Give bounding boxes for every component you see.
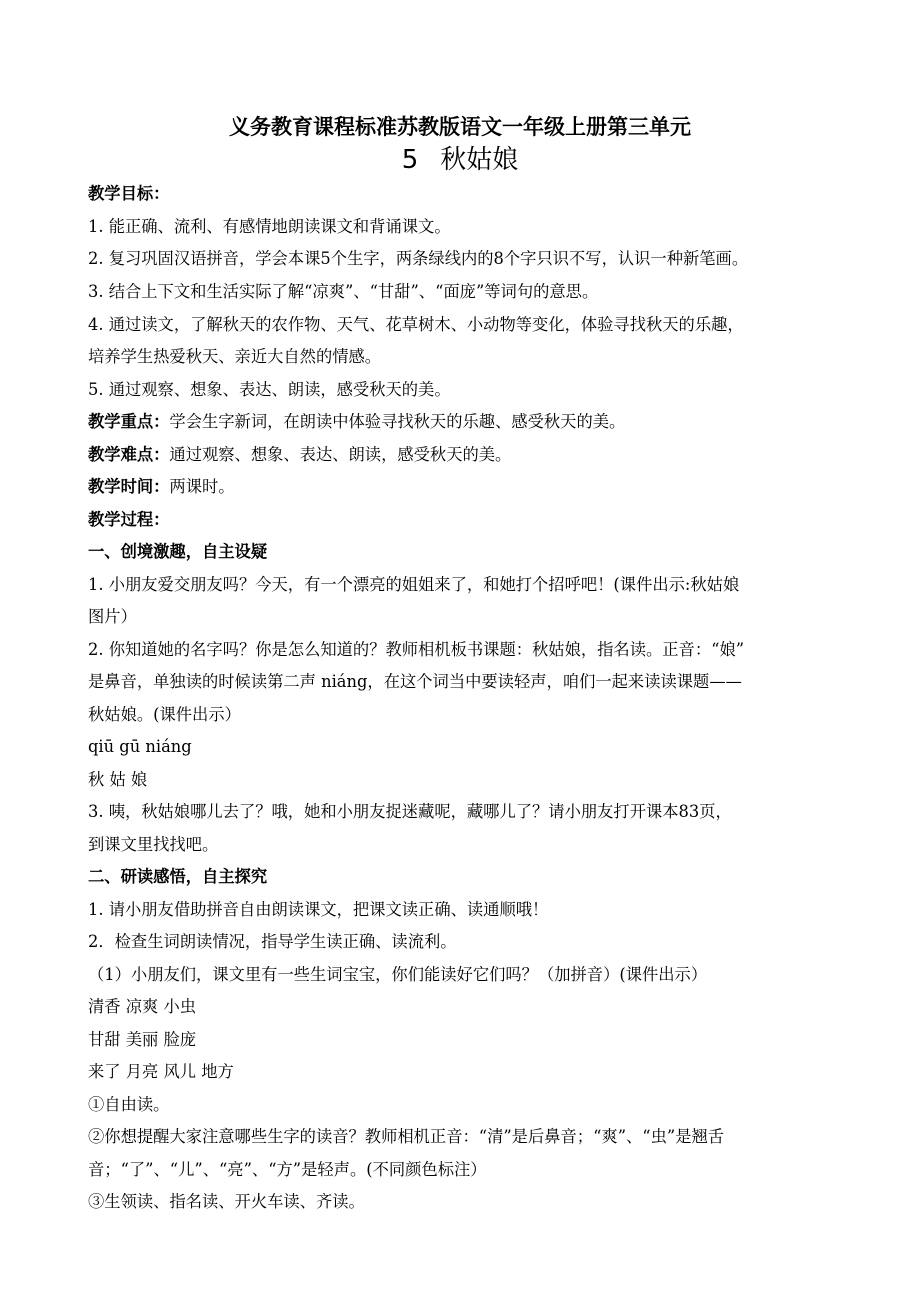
section1-line: 到课文里找找吧。 (88, 835, 219, 854)
section1-line: 2. 你知道她的名字吗？你是怎么知道的？教师相机板书课题：秋姑娘，指名读。正音：“娘” (88, 640, 745, 659)
word-row: 清香 凉爽 小虫 (88, 997, 197, 1016)
objective-line: 2. 复习巩固汉语拼音，学会本课5个生字，两条绿线内的8个字只识不写，认识一种新笔画。 (88, 249, 749, 268)
section1-line: 1. 小朋友爱交朋友吗？今天，有一个漂亮的姐姐来了，和她打个招呼吧！(课件出示:秋姑娘 (88, 575, 740, 594)
difficulty (88, 439, 848, 471)
section1-line: 3. 咦，秋姑娘哪儿去了？哦，她和小朋友捉迷藏呢，藏哪儿了？请小朋友打开课本83页， (88, 802, 732, 821)
document-title: 义务教育课程标准苏教版语文一年级上册第三单元 (229, 115, 691, 139)
teaching-time-label: 教学时间： (88, 477, 170, 496)
teaching-time-text: 两课时。 (169, 477, 235, 496)
objective-line: 5. 通过观察、想象、表达、朗读，感受秋天的美。 (88, 380, 451, 399)
teaching-time (88, 471, 848, 503)
key-point-text: 学会生字新词，在朗读中体验寻找秋天的乐趣、感受秋天的美。 (169, 412, 626, 431)
objective-line: 培养学生热爱秋天、亲近大自然的情感。 (88, 347, 382, 366)
key-point (88, 406, 848, 438)
lesson-title (0, 142, 920, 178)
objective-line: 4. 通过读文，了解秋天的农作物、天气、花草树木、小动物等变化，体验寻找秋天的乐趣， (88, 315, 744, 334)
section2-line: 音；“了”、“儿”、“亮”、“方”是轻声。(不同颜色标注） (88, 1160, 487, 1179)
section2-heading: 二、研读感悟，自主探究 (88, 867, 268, 886)
difficulty-label: 教学难点： (88, 445, 170, 464)
section1-line: 秋姑娘。(课件出示） (88, 705, 241, 724)
section2-line: ①自由读。 (88, 1095, 170, 1114)
lesson-number: 5 (401, 145, 419, 175)
word-row: 来了 月亮 风儿 地方 (88, 1062, 234, 1081)
process-heading: 教学过程： (88, 510, 170, 529)
lesson-name: 秋姑娘 (440, 145, 519, 175)
section1-heading: 一、创境激趣，自主设疑 (88, 542, 268, 561)
section2-line: 2．检查生词朗读情况，指导学生读正确、读流利。 (88, 932, 457, 951)
objective-line: 3. 结合上下文和生活实际了解“凉爽”、“甘甜”、“面庞”等词句的意思。 (88, 282, 599, 301)
section2-line: （1）小朋友们，课文里有一些生词宝宝，你们能读好它们吗？（加拼音）(课件出示） (88, 965, 708, 984)
section2-line: ③生领读、指名读、开火车读、齐读。 (88, 1192, 365, 1211)
difficulty-text: 通过观察、想象、表达、朗读，感受秋天的美。 (169, 445, 512, 464)
word-row: 甘甜 美丽 脸庞 (88, 1030, 197, 1049)
hanzi-line: 秋 姑 娘 (88, 770, 148, 789)
section2-line: 1. 请小朋友借助拼音自由朗读课文，把课文读正确、读通顺哦！ (88, 900, 549, 919)
section1-line: 是鼻音，单独读的时候读第二声 niáng，在这个词当中要读轻声，咱们一起来读读课题—— (88, 672, 742, 691)
section2-line: ②你想提醒大家注意哪些生字的读音？教师相机正音：“清”是后鼻音；“爽”、“虫”是翘舌 (88, 1127, 725, 1146)
section1-line: 图片） (88, 607, 137, 626)
objectives-heading: 教学目标： (88, 184, 170, 203)
key-point-label: 教学重点： (88, 412, 170, 431)
pinyin-line: qiū gū niáng (88, 737, 192, 756)
objective-line: 1. 能正确、流利、有感情地朗读课文和背诵课文。 (88, 217, 451, 236)
